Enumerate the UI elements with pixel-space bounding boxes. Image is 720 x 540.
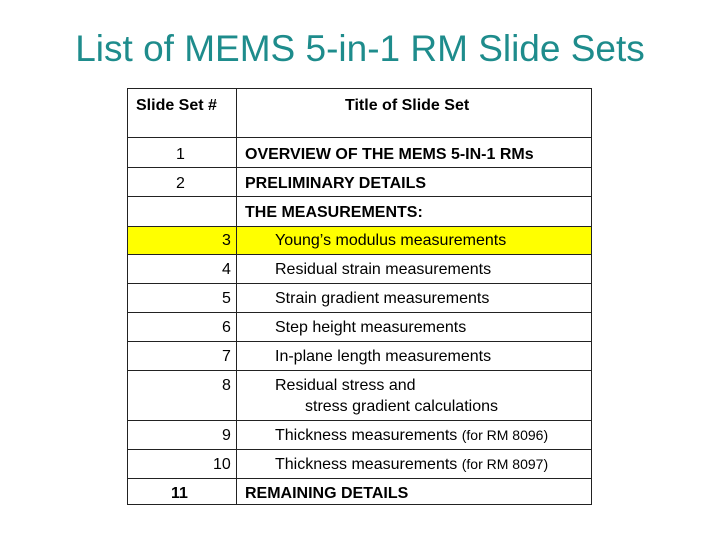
header-title-of-slide-set: Title of Slide Set: [345, 97, 470, 114]
row-divider: [128, 254, 591, 255]
row-11-number: 11: [171, 485, 188, 502]
row-10-title-text: Thickness measurements: [275, 456, 458, 473]
row-divider: [128, 449, 591, 450]
row-9-title: [275, 425, 548, 446]
row-divider: [128, 478, 591, 479]
header-slide-set-number: Slide Set #: [136, 97, 217, 114]
row-divider: [128, 196, 591, 197]
row-divider: [128, 283, 591, 284]
row-divider: [128, 420, 591, 421]
row-divider: [128, 226, 591, 227]
row-5-title: Strain gradient measurements: [275, 290, 490, 307]
row-9-number: 9: [222, 427, 231, 444]
row-5-number: 5: [222, 290, 231, 307]
row-divider: [128, 370, 591, 371]
row-11-title: REMAINING DETAILS: [245, 485, 409, 502]
header-divider: [128, 137, 591, 138]
row-8-number: 8: [222, 377, 231, 394]
row-7-title: In-plane length measurements: [275, 348, 492, 365]
row-8-title: Residual stress and: [275, 377, 416, 394]
row-divider: [128, 312, 591, 313]
row-1-title: OVERVIEW OF THE MEMS 5-IN-1 RMs: [245, 146, 534, 163]
row-6-number: 6: [222, 319, 231, 336]
row-2-title: PRELIMINARY DETAILS: [245, 175, 427, 192]
row-10-note: (for RM 8097): [461, 456, 549, 472]
row-7-number: 7: [222, 348, 231, 365]
row-4-title: Residual strain measurements: [275, 261, 492, 278]
row-6-title: Step height measurements: [275, 319, 467, 336]
row-8-title-continued: stress gradient calculations: [305, 398, 498, 415]
row-divider: [128, 341, 591, 342]
row-9-note: (for RM 8096): [461, 427, 549, 443]
row-1-number: 1: [176, 146, 185, 163]
row-3-title: Young’s modulus measurements: [275, 232, 507, 249]
row-4-number: 4: [222, 261, 231, 278]
row-10-title: [275, 454, 548, 475]
row-divider: [128, 167, 591, 168]
measurements-heading: THE MEASUREMENTS:: [245, 204, 423, 221]
row-9-title-text: Thickness measurements: [275, 427, 458, 444]
slide-title: List of MEMS 5-in-1 RM Slide Sets: [75, 28, 645, 69]
row-3-number: 3: [222, 232, 231, 249]
row-10-number: 10: [213, 456, 231, 473]
column-divider: [236, 89, 237, 504]
row-2-number: 2: [176, 175, 185, 192]
slide-set-table: [127, 88, 592, 505]
